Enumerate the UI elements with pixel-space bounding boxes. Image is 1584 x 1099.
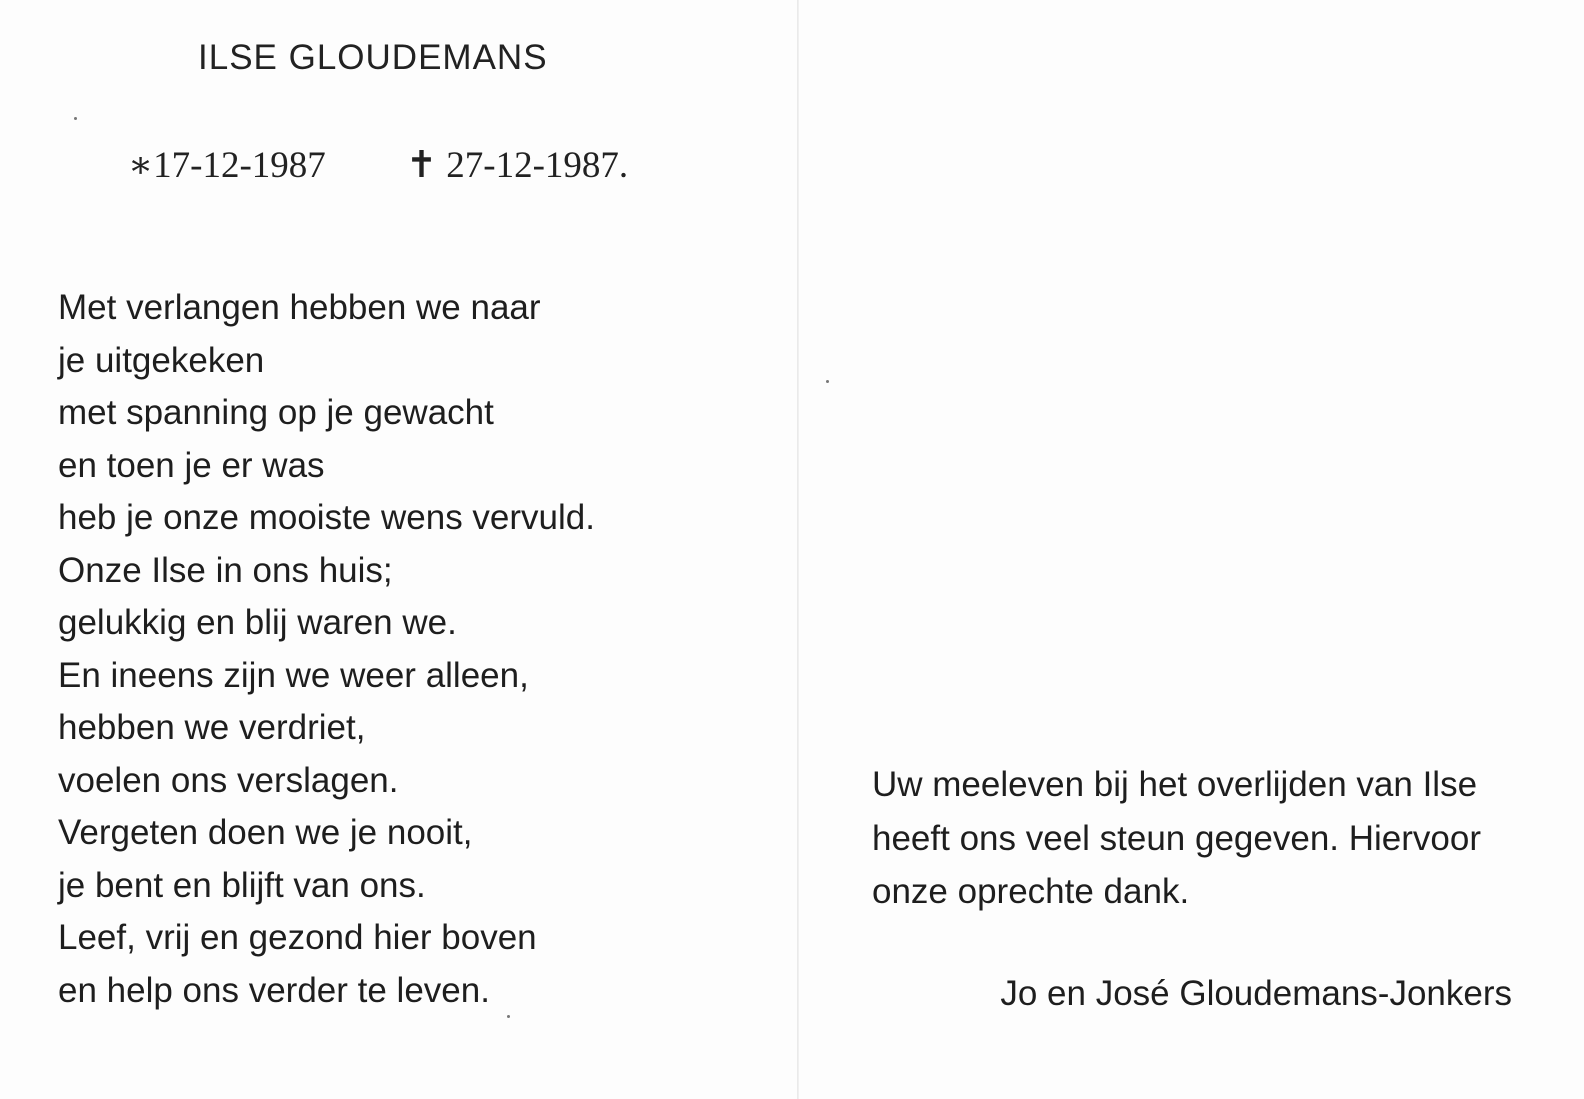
paper-speck bbox=[74, 117, 77, 120]
poem-line: en toen je er was bbox=[58, 445, 325, 485]
birth-date: ∗17-12-1987 bbox=[128, 145, 326, 186]
thanks-line: Uw meeleven bij het overlijden van Ilse bbox=[872, 765, 1478, 804]
thank-you-message bbox=[872, 758, 1481, 919]
memorial-poem bbox=[58, 282, 595, 1017]
thanks-line: heeft ons veel steun gegeven. Hiervoor bbox=[872, 818, 1481, 858]
poem-line: Vergeten doen we je nooit, bbox=[58, 813, 473, 852]
poem-line: gelukkig en blij waren we. bbox=[58, 603, 457, 642]
paper-speck bbox=[507, 1015, 510, 1018]
poem-line: met spanning op je gewacht bbox=[58, 393, 494, 432]
poem-line: hebben we verdriet, bbox=[58, 708, 366, 747]
poem-line: je bent en blijft van ons. bbox=[58, 865, 426, 905]
poem-line: Onze Ilse in ons huis; bbox=[58, 550, 393, 590]
poem-line: En ineens zijn we weer alleen, bbox=[58, 655, 529, 695]
paper-speck bbox=[826, 380, 829, 383]
poem-line: Leef, vrij en gezond hier boven bbox=[58, 918, 537, 957]
death-date: ✝ 27-12-1987. bbox=[406, 145, 629, 186]
thanks-line: onze oprechte dank. bbox=[872, 872, 1190, 911]
poem-line: je uitgekeken bbox=[58, 340, 265, 380]
card-fold-line bbox=[797, 0, 799, 1099]
poem-line: heb je onze mooiste wens vervuld. bbox=[58, 498, 595, 537]
poem-line: en help ons verder te leven. bbox=[58, 970, 490, 1010]
deceased-name: ILSE GLOUDEMANS bbox=[198, 38, 548, 77]
poem-line: voelen ons verslagen. bbox=[58, 760, 399, 800]
poem-line: Met verlangen hebben we naar bbox=[58, 288, 541, 327]
family-signature: Jo en José Gloudemans-Jonkers bbox=[1000, 974, 1512, 1013]
